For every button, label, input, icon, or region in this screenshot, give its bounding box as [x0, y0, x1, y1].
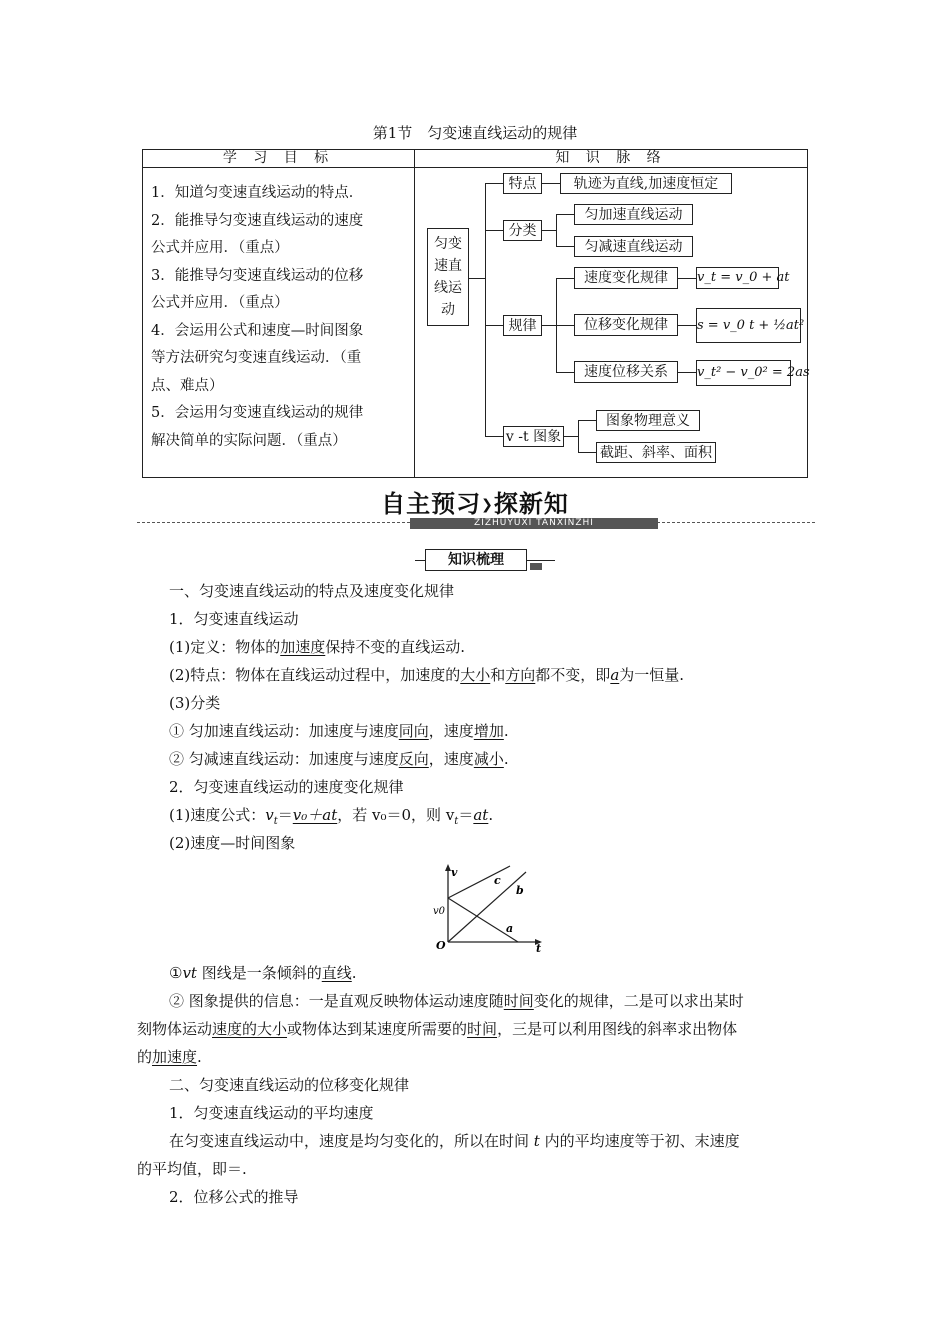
map-graph: v -t 图象 — [503, 426, 564, 447]
connector — [564, 436, 578, 437]
connector — [542, 230, 556, 231]
map-formula-displacement: s = v_0 t + ½at² — [696, 308, 801, 343]
connector — [485, 325, 503, 326]
label-v0: v0 — [433, 906, 446, 917]
connector — [485, 183, 486, 436]
connector — [485, 230, 503, 231]
connector — [469, 278, 485, 279]
table-head-map: 知 识 脉 络 — [555, 150, 667, 166]
average-line-1: 在匀变速直线运动中，速度是均匀变化的，所以在时间 t 内的平均速度等于初、末速度 — [169, 1132, 740, 1150]
connector — [556, 246, 574, 247]
table-divider-horizontal — [143, 167, 807, 168]
tag-shadow — [530, 563, 542, 570]
banner-title-a: 自主预习 — [381, 490, 482, 518]
label-c: c — [494, 874, 501, 887]
label-t: t — [536, 942, 542, 954]
map-root-line: 线运 — [434, 280, 462, 296]
map-cat-decel: 匀减速直线运动 — [574, 236, 693, 257]
goal-line: 4．会运用公式和速度—时间图象 — [151, 322, 364, 339]
map-root — [427, 228, 469, 326]
goal-line: 公式并应用．（重点） — [151, 295, 289, 311]
tag-line-right — [527, 560, 555, 561]
label-o: O — [436, 939, 446, 952]
banner-subtitle: ZIZHUYUXI TANXINZHI — [410, 518, 658, 529]
connector — [556, 325, 574, 326]
connector — [556, 214, 557, 246]
goal-line: 3．能推导匀变速直线运动的位移 — [151, 267, 364, 284]
line-a — [448, 898, 518, 942]
graph-point-1: ①vt 图线是一条倾斜的直线. — [169, 964, 357, 982]
connector — [485, 436, 503, 437]
goal-line: 等方法研究匀变速直线运动．（重 — [151, 350, 362, 366]
table-head-goals: 学 习 目 标 — [222, 150, 335, 166]
goal-line: 5．会运用匀变速直线运动的规律 — [151, 405, 364, 421]
page-title: 第1节 匀变速直线运动的规律 — [372, 124, 578, 142]
heading-2-2: 2．位移公式的推导 — [169, 1188, 299, 1206]
classification-line: (3)分类 — [169, 694, 221, 712]
goal-line: 公式并应用．（重点） — [151, 240, 289, 256]
connector — [578, 420, 596, 421]
heading-1-2: 2．匀变速直线运动的速度变化规律 — [169, 778, 404, 796]
connector — [556, 278, 574, 279]
goal-line: 2．能推导匀变速直线运动的速度 — [151, 212, 364, 229]
map-feature-desc: 轨迹为直线,加速度恒定 — [560, 173, 732, 194]
connector — [556, 372, 574, 373]
average-line-2: 的平均值，即＝. — [137, 1160, 247, 1178]
connector — [678, 325, 696, 326]
section-banner — [0, 484, 950, 519]
map-law-relation: 速度位移关系 — [574, 361, 678, 383]
table-divider-vertical — [414, 150, 415, 477]
heading-1: 一、匀变速直线运动的特点及速度变化规律 — [169, 582, 455, 600]
banner-title-b: 探新知 — [493, 490, 569, 518]
graph-point-2-line-3: 的加速度. — [137, 1048, 202, 1066]
label-b: b — [516, 884, 524, 897]
chevron-right-icon: ❯ — [481, 497, 494, 513]
goal-line: 解决简单的实际问题．（重点） — [151, 432, 347, 449]
objectives-table — [142, 149, 808, 478]
connector — [678, 278, 696, 279]
map-root-line: 速直 — [434, 258, 462, 274]
goal-line: 点、难点） — [151, 377, 224, 394]
line-b — [448, 872, 526, 942]
vt-graph-figure — [430, 862, 548, 954]
connector — [556, 214, 574, 215]
vt-graph-heading: (2)速度—时间图象 — [169, 834, 296, 852]
class-accel-line: ① 匀加速直线运动：加速度与速度同向，速度增加. — [169, 722, 509, 740]
map-law-velocity: 速度变化规律 — [574, 267, 678, 289]
connector — [485, 183, 503, 184]
graph-point-2-line-1: ② 图象提供的信息：一是直观反映物体运动速度随时间变化的规律，二是可以求出某时 — [169, 992, 744, 1010]
map-graph-elements: 截距、斜率、面积 — [596, 442, 716, 463]
map-root-line: 动 — [441, 302, 455, 318]
map-cat-accel: 匀加速直线运动 — [574, 204, 693, 225]
connector — [678, 372, 696, 373]
goals-list — [151, 180, 406, 455]
tag-line-left — [415, 560, 425, 561]
map-feature: 特点 — [503, 173, 542, 194]
velocity-formula-line: (1)速度公式：$v_t=v_0+at$，若 v₀＝0，则 $v_t=at$. — [169, 806, 494, 827]
map-law-displacement: 位移变化规律 — [574, 314, 678, 336]
connector — [578, 420, 579, 452]
label-v: v — [451, 866, 458, 879]
connector — [542, 325, 556, 326]
map-graph-meaning: 图象物理意义 — [596, 410, 700, 431]
goal-line: 1．知道匀变速直线运动的特点． — [151, 185, 364, 201]
heading-2-1: 1．匀变速直线运动的平均速度 — [169, 1104, 374, 1122]
map-root-line: 匀变 — [434, 236, 462, 252]
feature-line: (2)特点：物体在直线运动过程中，加速度的大小和方向都不变，即a为一恒量. — [169, 666, 685, 684]
connector — [542, 183, 560, 184]
class-decel-line: ② 匀减速直线运动：加速度与速度反向，速度减小. — [169, 750, 509, 768]
section-tag: 知识梳理 — [425, 549, 527, 571]
map-formula-velocity: v_t = v_0 + at — [696, 267, 779, 289]
graph-point-2-line-2: 刻物体运动速度的大小或物体达到某速度所需要的时间，三是可以利用图线的斜率求出物体 — [137, 1020, 738, 1038]
label-a: a — [506, 922, 514, 935]
heading-2: 二、匀变速直线运动的位移变化规律 — [169, 1076, 410, 1094]
map-formula-relation: v_t² − v_0² = 2as — [696, 360, 791, 386]
definition-line: (1)定义：物体的加速度保持不变的直线运动. — [169, 638, 466, 656]
heading-1-1: 1．匀变速直线运动 — [169, 610, 299, 628]
connector — [578, 452, 596, 453]
map-category: 分类 — [503, 220, 542, 241]
map-law: 规律 — [503, 315, 542, 336]
